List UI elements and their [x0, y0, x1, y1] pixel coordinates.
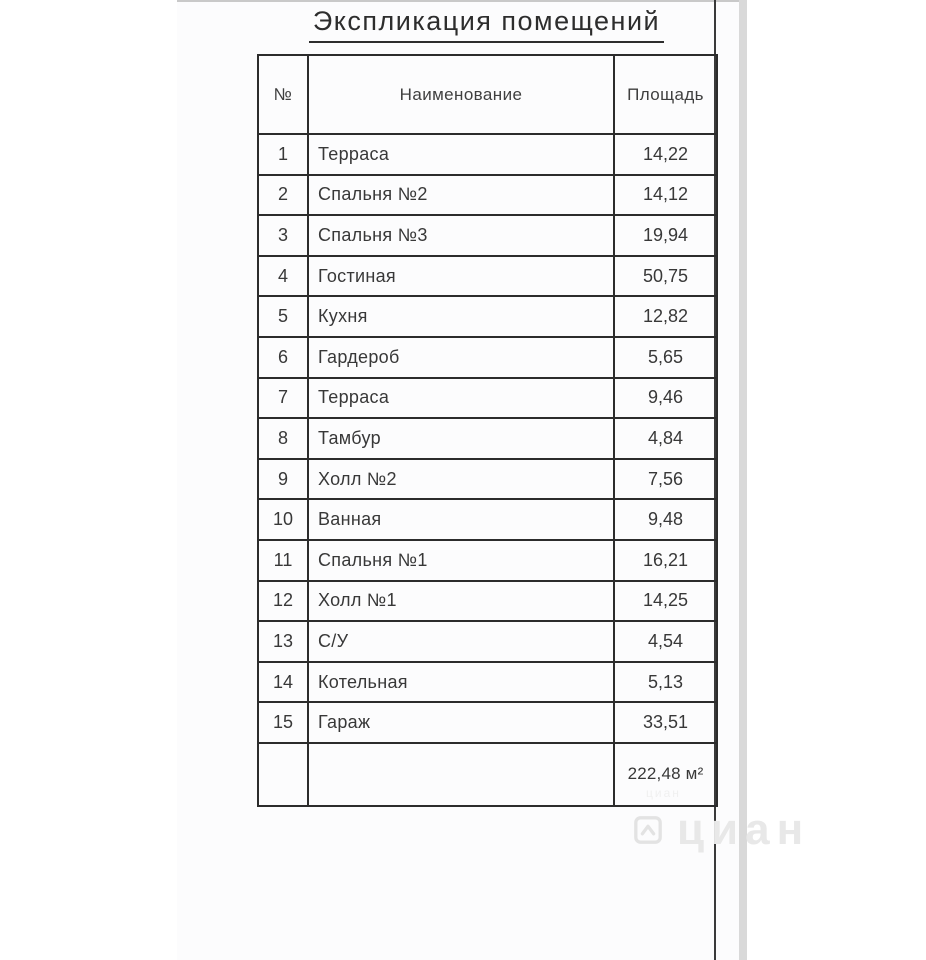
- table-row: [258, 215, 717, 256]
- row-number: 5: [258, 296, 308, 337]
- row-area: 14,25: [614, 581, 717, 622]
- row-number: 10: [258, 499, 308, 540]
- row-area: 50,75: [614, 256, 717, 297]
- table-row: [258, 296, 717, 337]
- row-name: Ванная: [308, 499, 614, 540]
- row-name: Котельная: [308, 662, 614, 703]
- row-number: 1: [258, 134, 308, 175]
- row-number: 14: [258, 662, 308, 703]
- table-row: [258, 134, 717, 175]
- header-name: Наименование: [308, 55, 614, 134]
- row-area: 5,13: [614, 662, 717, 703]
- row-area: 14,22: [614, 134, 717, 175]
- table-row: [258, 499, 717, 540]
- row-name: Спальня №2: [308, 175, 614, 216]
- row-area: 4,54: [614, 621, 717, 662]
- table-row: [258, 175, 717, 216]
- watermark-text: циан: [677, 805, 811, 854]
- row-area: 16,21: [614, 540, 717, 581]
- row-name: Холл №2: [308, 459, 614, 500]
- row-number: 13: [258, 621, 308, 662]
- row-name: Тамбур: [308, 418, 614, 459]
- row-number: 6: [258, 337, 308, 378]
- table-row: [258, 459, 717, 500]
- row-number: 2: [258, 175, 308, 216]
- rooms-explication-table: [257, 54, 718, 807]
- row-number: 15: [258, 702, 308, 743]
- row-name: Спальня №1: [308, 540, 614, 581]
- row-name: Терраса: [308, 134, 614, 175]
- total-area-value: 222,48 м²: [614, 743, 717, 806]
- total-row: [258, 743, 717, 806]
- row-number: 7: [258, 378, 308, 419]
- table-row: [258, 702, 717, 743]
- table-row: [258, 418, 717, 459]
- table-row: [258, 621, 717, 662]
- total-number-cell: [258, 743, 308, 806]
- row-name: Гардероб: [308, 337, 614, 378]
- table-row: [258, 581, 717, 622]
- row-number: 12: [258, 581, 308, 622]
- row-area: 9,48: [614, 499, 717, 540]
- row-name: Гостиная: [308, 256, 614, 297]
- table-row: [258, 540, 717, 581]
- row-area: 4,84: [614, 418, 717, 459]
- row-name: Кухня: [308, 296, 614, 337]
- watermark-small-text: циан: [646, 786, 681, 800]
- row-area: 7,56: [614, 459, 717, 500]
- row-area: 19,94: [614, 215, 717, 256]
- row-number: 9: [258, 459, 308, 500]
- table-row: [258, 662, 717, 703]
- header-area: Площадь: [614, 55, 717, 134]
- row-name: Терраса: [308, 378, 614, 419]
- table-header-row: [258, 55, 717, 134]
- page-top-border: [177, 0, 747, 2]
- table-body: [258, 134, 717, 743]
- row-area: 12,82: [614, 296, 717, 337]
- page-edge-strip: [739, 0, 747, 960]
- row-number: 8: [258, 418, 308, 459]
- row-name: Холл №1: [308, 581, 614, 622]
- table-row: [258, 256, 717, 297]
- row-area: 33,51: [614, 702, 717, 743]
- row-area: 9,46: [614, 378, 717, 419]
- table-row: [258, 378, 717, 419]
- row-name: С/У: [308, 621, 614, 662]
- row-number: 11: [258, 540, 308, 581]
- total-name-cell: [308, 743, 614, 806]
- row-number: 3: [258, 215, 308, 256]
- page-title: [257, 6, 716, 43]
- table-row: [258, 337, 717, 378]
- row-name: Гараж: [308, 702, 614, 743]
- row-name: Спальня №3: [308, 215, 614, 256]
- row-number: 4: [258, 256, 308, 297]
- row-area: 5,65: [614, 337, 717, 378]
- page-title-text: Экспликация помещений: [309, 6, 664, 43]
- header-number: №: [258, 55, 308, 134]
- row-area: 14,12: [614, 175, 717, 216]
